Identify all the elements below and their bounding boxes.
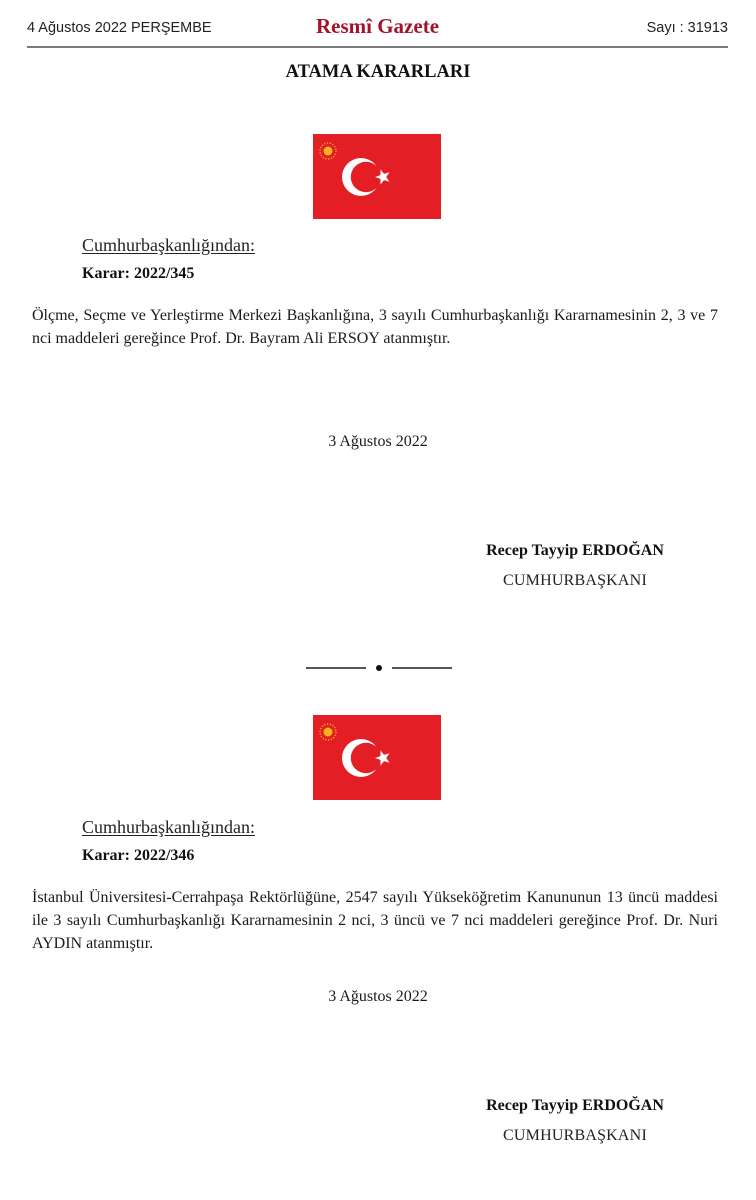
signer-name: Recep Tayyip ERDOĞAN xyxy=(486,1097,664,1114)
decision-date: 3 Ağustos 2022 xyxy=(328,433,428,450)
separator-line-left xyxy=(306,667,366,669)
presidential-flag-icon xyxy=(313,134,441,219)
decision-number: Karar: 2022/345 xyxy=(82,265,195,282)
decision-text: Ölçme, Seçme ve Yerleştirme Merkezi Başkanlığına, 3 sayılı Cumhurbaşkanlığı Kararnamesinin 2, 3 ve 7 nci maddeleri gereğince Prof. Dr. Bayram Ali ERSOY atanmıştır. xyxy=(32,307,718,347)
separator-dot xyxy=(376,665,382,671)
signer-name: Recep Tayyip ERDOĞAN xyxy=(486,542,664,559)
publication-date: 4 Ağustos 2022 PERŞEMBE xyxy=(27,20,212,36)
issuing-authority: Cumhurbaşkanlığından: xyxy=(82,235,255,255)
gazette-title: Resmî Gazete xyxy=(315,14,440,38)
decision-number: Karar: 2022/346 xyxy=(82,847,195,864)
decision-text: İstanbul Üniversitesi-Cerrahpaşa Rektörlüğüne, 2547 sayılı Yükseköğretim Kanununun 13 üncü maddesi ile 3 sayılı Cumhurbaşkanlığı Kararnamesinin 2 nci, 3 üncü ve 7 nci maddeleri gereğince Prof. Dr. Nuri AYDIN atanmıştır. xyxy=(32,889,718,952)
decision-date: 3 Ağustos 2022 xyxy=(328,988,428,1005)
signer-title: CUMHURBAŞKANI xyxy=(503,1127,647,1144)
issue-number: Sayı : 31913 xyxy=(646,20,728,36)
header-divider xyxy=(27,46,728,48)
gazette-header xyxy=(27,14,728,48)
signature-block xyxy=(440,1097,710,1145)
signature-block xyxy=(440,542,710,590)
section-separator xyxy=(306,665,452,671)
separator-line-right xyxy=(392,667,452,669)
signer-title: CUMHURBAŞKANI xyxy=(503,572,647,589)
presidential-flag-icon xyxy=(313,715,441,800)
issuing-authority: Cumhurbaşkanlığından: xyxy=(82,817,255,837)
section-title: ATAMA KARARLARI xyxy=(285,62,471,82)
